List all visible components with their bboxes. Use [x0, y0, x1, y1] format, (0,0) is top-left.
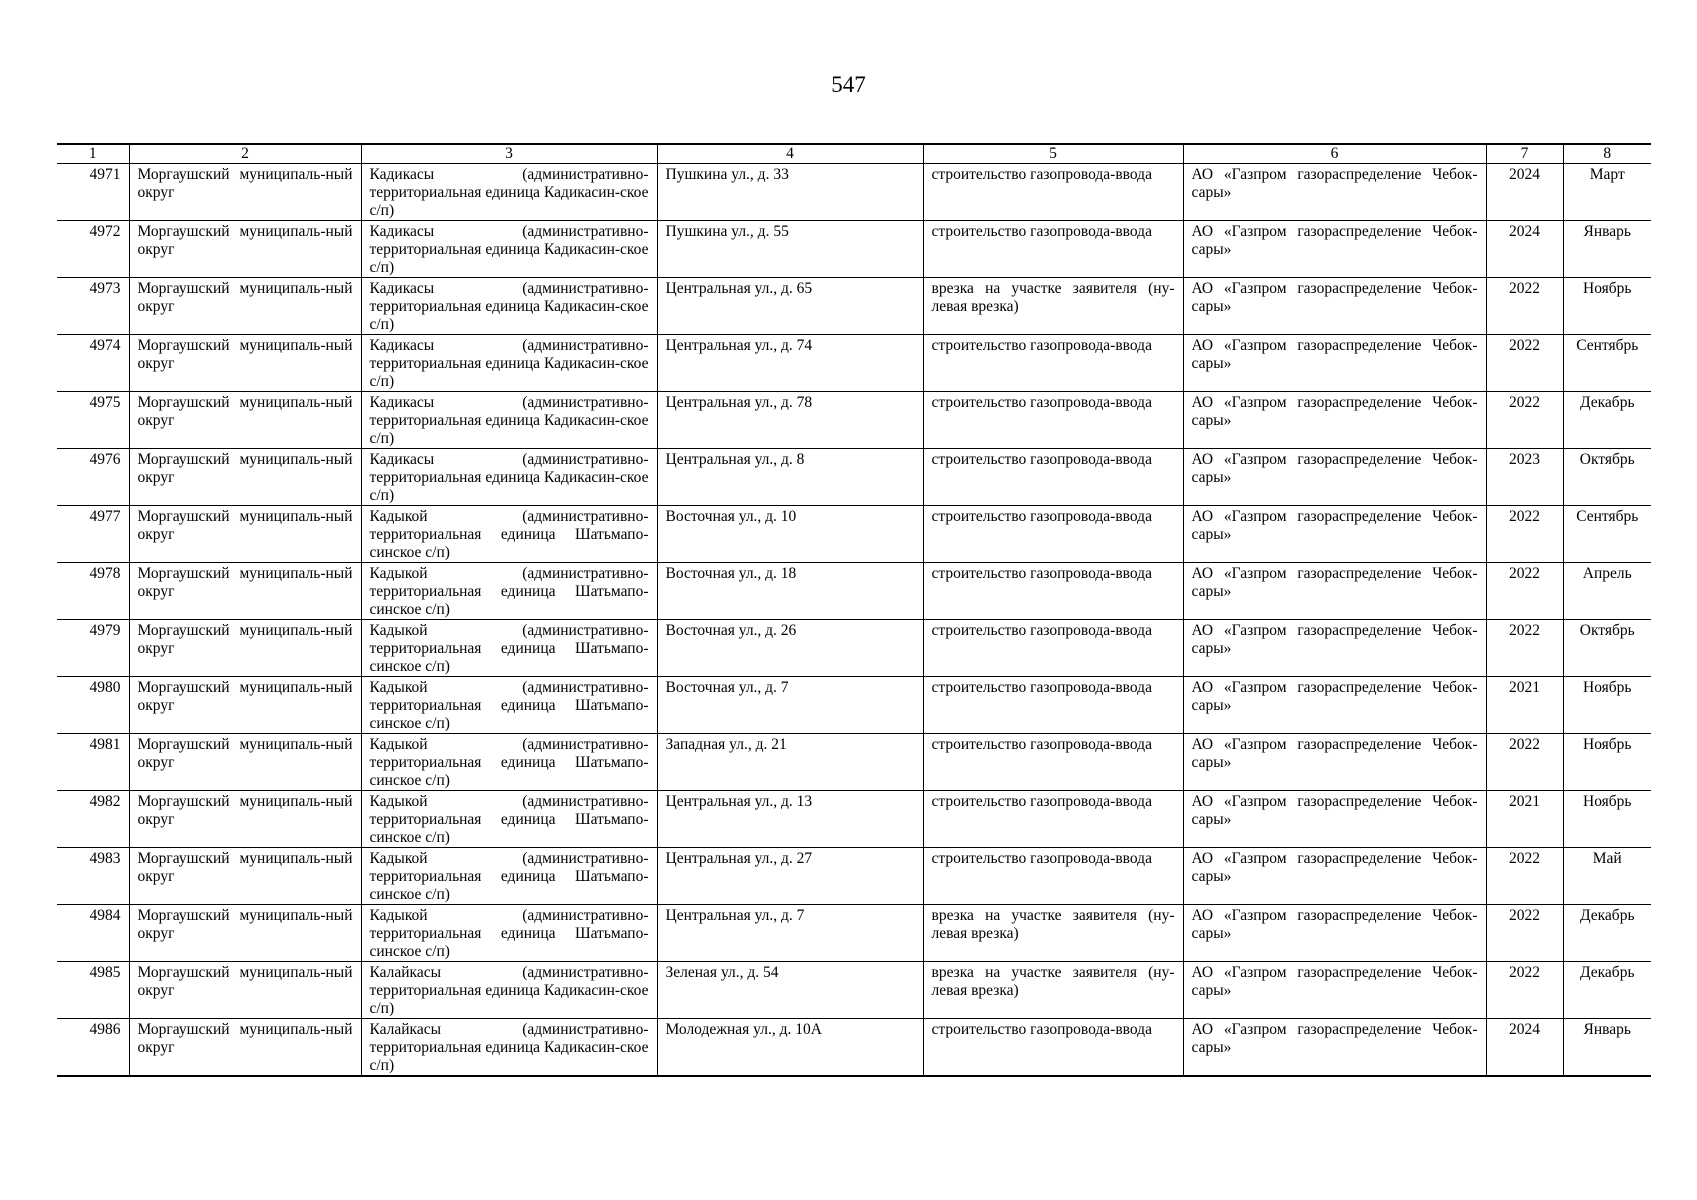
- address-cell: Центральная ул., д. 65: [657, 278, 923, 335]
- organization-cell: АО «Газпром газораспределение Чебок-сары»: [1183, 905, 1486, 962]
- organization-cell: АО «Газпром газораспределение Чебок-сары»: [1183, 278, 1486, 335]
- work-type-cell: врезка на участке заявителя (ну-левая врезка): [923, 962, 1183, 1019]
- table-row: [57, 962, 1651, 1019]
- table-row: [57, 848, 1651, 905]
- year-cell: 2022: [1486, 734, 1563, 791]
- column-header: 8: [1563, 144, 1651, 164]
- organization-cell: АО «Газпром газораспределение Чебок-сары»: [1183, 734, 1486, 791]
- month-cell: Апрель: [1563, 563, 1651, 620]
- year-cell: 2022: [1486, 620, 1563, 677]
- year-cell: 2024: [1486, 1019, 1563, 1077]
- district-cell: Моргаушский муниципаль-ный округ: [129, 164, 361, 221]
- month-cell: Ноябрь: [1563, 734, 1651, 791]
- column-header: 3: [361, 144, 657, 164]
- district-cell: Моргаушский муниципаль-ный округ: [129, 620, 361, 677]
- settlement-cell: Кадыкой (административно-территориальная единица Шатьмапо-синское с/п): [361, 506, 657, 563]
- district-cell: Моргаушский муниципаль-ный округ: [129, 848, 361, 905]
- organization-cell: АО «Газпром газораспределение Чебок-сары»: [1183, 962, 1486, 1019]
- work-type-cell: строительство газопровода-ввода: [923, 164, 1183, 221]
- month-cell: Октябрь: [1563, 449, 1651, 506]
- table-row: [57, 221, 1651, 278]
- organization-cell: АО «Газпром газораспределение Чебок-сары»: [1183, 506, 1486, 563]
- district-cell: Моргаушский муниципаль-ный округ: [129, 335, 361, 392]
- row-number: 4971: [57, 164, 129, 221]
- year-cell: 2022: [1486, 278, 1563, 335]
- column-header: 2: [129, 144, 361, 164]
- table-row: [57, 563, 1651, 620]
- column-header: 1: [57, 144, 129, 164]
- table-row: [57, 1019, 1651, 1077]
- settlement-cell: Кадикасы (административно-территориальная единица Кадикасин-ское с/п): [361, 164, 657, 221]
- column-header: 4: [657, 144, 923, 164]
- address-cell: Центральная ул., д. 27: [657, 848, 923, 905]
- row-number: 4983: [57, 848, 129, 905]
- row-number: 4973: [57, 278, 129, 335]
- table-row: [57, 164, 1651, 221]
- organization-cell: АО «Газпром газораспределение Чебок-сары»: [1183, 791, 1486, 848]
- address-cell: Центральная ул., д. 78: [657, 392, 923, 449]
- address-cell: Пушкина ул., д. 33: [657, 164, 923, 221]
- month-cell: Январь: [1563, 1019, 1651, 1077]
- row-number: 4972: [57, 221, 129, 278]
- settlement-cell: Калайкасы (административно-территориальная единица Кадикасин-ское с/п): [361, 1019, 657, 1077]
- address-cell: Центральная ул., д. 8: [657, 449, 923, 506]
- address-cell: Центральная ул., д. 13: [657, 791, 923, 848]
- column-number-row: [57, 144, 1651, 164]
- address-cell: Центральная ул., д. 74: [657, 335, 923, 392]
- settlement-cell: Кадикасы (административно-территориальная единица Кадикасин-ское с/п): [361, 449, 657, 506]
- row-number: 4984: [57, 905, 129, 962]
- month-cell: Декабрь: [1563, 392, 1651, 449]
- table-body: [57, 164, 1651, 1077]
- work-type-cell: врезка на участке заявителя (ну-левая врезка): [923, 905, 1183, 962]
- row-number: 4977: [57, 506, 129, 563]
- work-type-cell: строительство газопровода-ввода: [923, 449, 1183, 506]
- settlement-cell: Кадикасы (административно-территориальная единица Кадикасин-ское с/п): [361, 278, 657, 335]
- work-type-cell: строительство газопровода-ввода: [923, 848, 1183, 905]
- settlement-cell: Кадыкой (административно-территориальная единица Шатьмапо-синское с/п): [361, 620, 657, 677]
- district-cell: Моргаушский муниципаль-ный округ: [129, 905, 361, 962]
- work-type-cell: строительство газопровода-ввода: [923, 335, 1183, 392]
- work-type-cell: строительство газопровода-ввода: [923, 221, 1183, 278]
- table-row: [57, 506, 1651, 563]
- settlement-cell: Кадыкой (административно-территориальная единица Шатьмапо-синское с/п): [361, 905, 657, 962]
- month-cell: Январь: [1563, 221, 1651, 278]
- year-cell: 2021: [1486, 791, 1563, 848]
- year-cell: 2022: [1486, 905, 1563, 962]
- organization-cell: АО «Газпром газораспределение Чебок-сары»: [1183, 1019, 1486, 1077]
- address-cell: Восточная ул., д. 7: [657, 677, 923, 734]
- organization-cell: АО «Газпром газораспределение Чебок-сары»: [1183, 449, 1486, 506]
- address-cell: Восточная ул., д. 26: [657, 620, 923, 677]
- district-cell: Моргаушский муниципаль-ный округ: [129, 791, 361, 848]
- organization-cell: АО «Газпром газораспределение Чебок-сары»: [1183, 392, 1486, 449]
- organization-cell: АО «Газпром газораспределение Чебок-сары»: [1183, 563, 1486, 620]
- table-row: [57, 905, 1651, 962]
- district-cell: Моргаушский муниципаль-ный округ: [129, 677, 361, 734]
- year-cell: 2024: [1486, 221, 1563, 278]
- organization-cell: АО «Газпром газораспределение Чебок-сары»: [1183, 848, 1486, 905]
- table-row: [57, 278, 1651, 335]
- settlement-cell: Кадикасы (административно-территориальная единица Кадикасин-ское с/п): [361, 221, 657, 278]
- district-cell: Моргаушский муниципаль-ный округ: [129, 563, 361, 620]
- month-cell: Ноябрь: [1563, 677, 1651, 734]
- settlement-cell: Кадыкой (административно-территориальная единица Шатьмапо-синское с/п): [361, 791, 657, 848]
- row-number: 4986: [57, 1019, 129, 1077]
- settlement-cell: Кадыкой (административно-территориальная единица Шатьмапо-синское с/п): [361, 563, 657, 620]
- work-type-cell: строительство газопровода-ввода: [923, 734, 1183, 791]
- registry-table: [57, 143, 1651, 1077]
- work-type-cell: врезка на участке заявителя (ну-левая врезка): [923, 278, 1183, 335]
- organization-cell: АО «Газпром газораспределение Чебок-сары»: [1183, 164, 1486, 221]
- table-row: [57, 620, 1651, 677]
- address-cell: Центральная ул., д. 7: [657, 905, 923, 962]
- month-cell: Декабрь: [1563, 905, 1651, 962]
- district-cell: Моргаушский муниципаль-ный округ: [129, 221, 361, 278]
- work-type-cell: строительство газопровода-ввода: [923, 392, 1183, 449]
- district-cell: Моргаушский муниципаль-ный округ: [129, 962, 361, 1019]
- organization-cell: АО «Газпром газораспределение Чебок-сары»: [1183, 620, 1486, 677]
- month-cell: Ноябрь: [1563, 791, 1651, 848]
- row-number: 4979: [57, 620, 129, 677]
- month-cell: Ноябрь: [1563, 278, 1651, 335]
- work-type-cell: строительство газопровода-ввода: [923, 563, 1183, 620]
- table-row: [57, 392, 1651, 449]
- year-cell: 2022: [1486, 563, 1563, 620]
- month-cell: Сентябрь: [1563, 335, 1651, 392]
- table-row: [57, 677, 1651, 734]
- address-cell: Восточная ул., д. 18: [657, 563, 923, 620]
- district-cell: Моргаушский муниципаль-ный округ: [129, 734, 361, 791]
- year-cell: 2022: [1486, 392, 1563, 449]
- settlement-cell: Кадыкой (административно-территориальная единица Шатьмапо-синское с/п): [361, 734, 657, 791]
- organization-cell: АО «Газпром газораспределение Чебок-сары»: [1183, 335, 1486, 392]
- work-type-cell: строительство газопровода-ввода: [923, 791, 1183, 848]
- address-cell: Восточная ул., д. 10: [657, 506, 923, 563]
- page-number: 547: [831, 72, 866, 97]
- month-cell: Март: [1563, 164, 1651, 221]
- settlement-cell: Кадыкой (административно-территориальная единица Шатьмапо-синское с/п): [361, 677, 657, 734]
- settlement-cell: Кадыкой (административно-территориальная единица Шатьмапо-синское с/п): [361, 848, 657, 905]
- month-cell: Октябрь: [1563, 620, 1651, 677]
- table-row: [57, 449, 1651, 506]
- year-cell: 2022: [1486, 962, 1563, 1019]
- year-cell: 2022: [1486, 848, 1563, 905]
- settlement-cell: Кадикасы (административно-территориальная единица Кадикасин-ское с/п): [361, 335, 657, 392]
- month-cell: Сентябрь: [1563, 506, 1651, 563]
- year-cell: 2024: [1486, 164, 1563, 221]
- address-cell: Молодежная ул., д. 10А: [657, 1019, 923, 1077]
- settlement-cell: Калайкасы (административно-территориальная единица Кадикасин-ское с/п): [361, 962, 657, 1019]
- column-header: 6: [1183, 144, 1486, 164]
- settlement-cell: Кадикасы (административно-территориальная единица Кадикасин-ское с/п): [361, 392, 657, 449]
- organization-cell: АО «Газпром газораспределение Чебок-сары»: [1183, 221, 1486, 278]
- district-cell: Моргаушский муниципаль-ный округ: [129, 278, 361, 335]
- organization-cell: АО «Газпром газораспределение Чебок-сары»: [1183, 677, 1486, 734]
- table-row: [57, 734, 1651, 791]
- row-number: 4985: [57, 962, 129, 1019]
- address-cell: Пушкина ул., д. 55: [657, 221, 923, 278]
- year-cell: 2022: [1486, 335, 1563, 392]
- address-cell: Зеленая ул., д. 54: [657, 962, 923, 1019]
- year-cell: 2023: [1486, 449, 1563, 506]
- work-type-cell: строительство газопровода-ввода: [923, 677, 1183, 734]
- table-row: [57, 335, 1651, 392]
- row-number: 4981: [57, 734, 129, 791]
- row-number: 4980: [57, 677, 129, 734]
- district-cell: Моргаушский муниципаль-ный округ: [129, 1019, 361, 1077]
- district-cell: Моргаушский муниципаль-ный округ: [129, 449, 361, 506]
- work-type-cell: строительство газопровода-ввода: [923, 1019, 1183, 1077]
- work-type-cell: строительство газопровода-ввода: [923, 506, 1183, 563]
- work-type-cell: строительство газопровода-ввода: [923, 620, 1183, 677]
- month-cell: Декабрь: [1563, 962, 1651, 1019]
- row-number: 4978: [57, 563, 129, 620]
- column-header: 5: [923, 144, 1183, 164]
- address-cell: Западная ул., д. 21: [657, 734, 923, 791]
- table-row: [57, 791, 1651, 848]
- row-number: 4975: [57, 392, 129, 449]
- column-header: 7: [1486, 144, 1563, 164]
- row-number: 4982: [57, 791, 129, 848]
- year-cell: 2021: [1486, 677, 1563, 734]
- month-cell: Май: [1563, 848, 1651, 905]
- row-number: 4976: [57, 449, 129, 506]
- district-cell: Моргаушский муниципаль-ный округ: [129, 392, 361, 449]
- year-cell: 2022: [1486, 506, 1563, 563]
- district-cell: Моргаушский муниципаль-ный округ: [129, 506, 361, 563]
- row-number: 4974: [57, 335, 129, 392]
